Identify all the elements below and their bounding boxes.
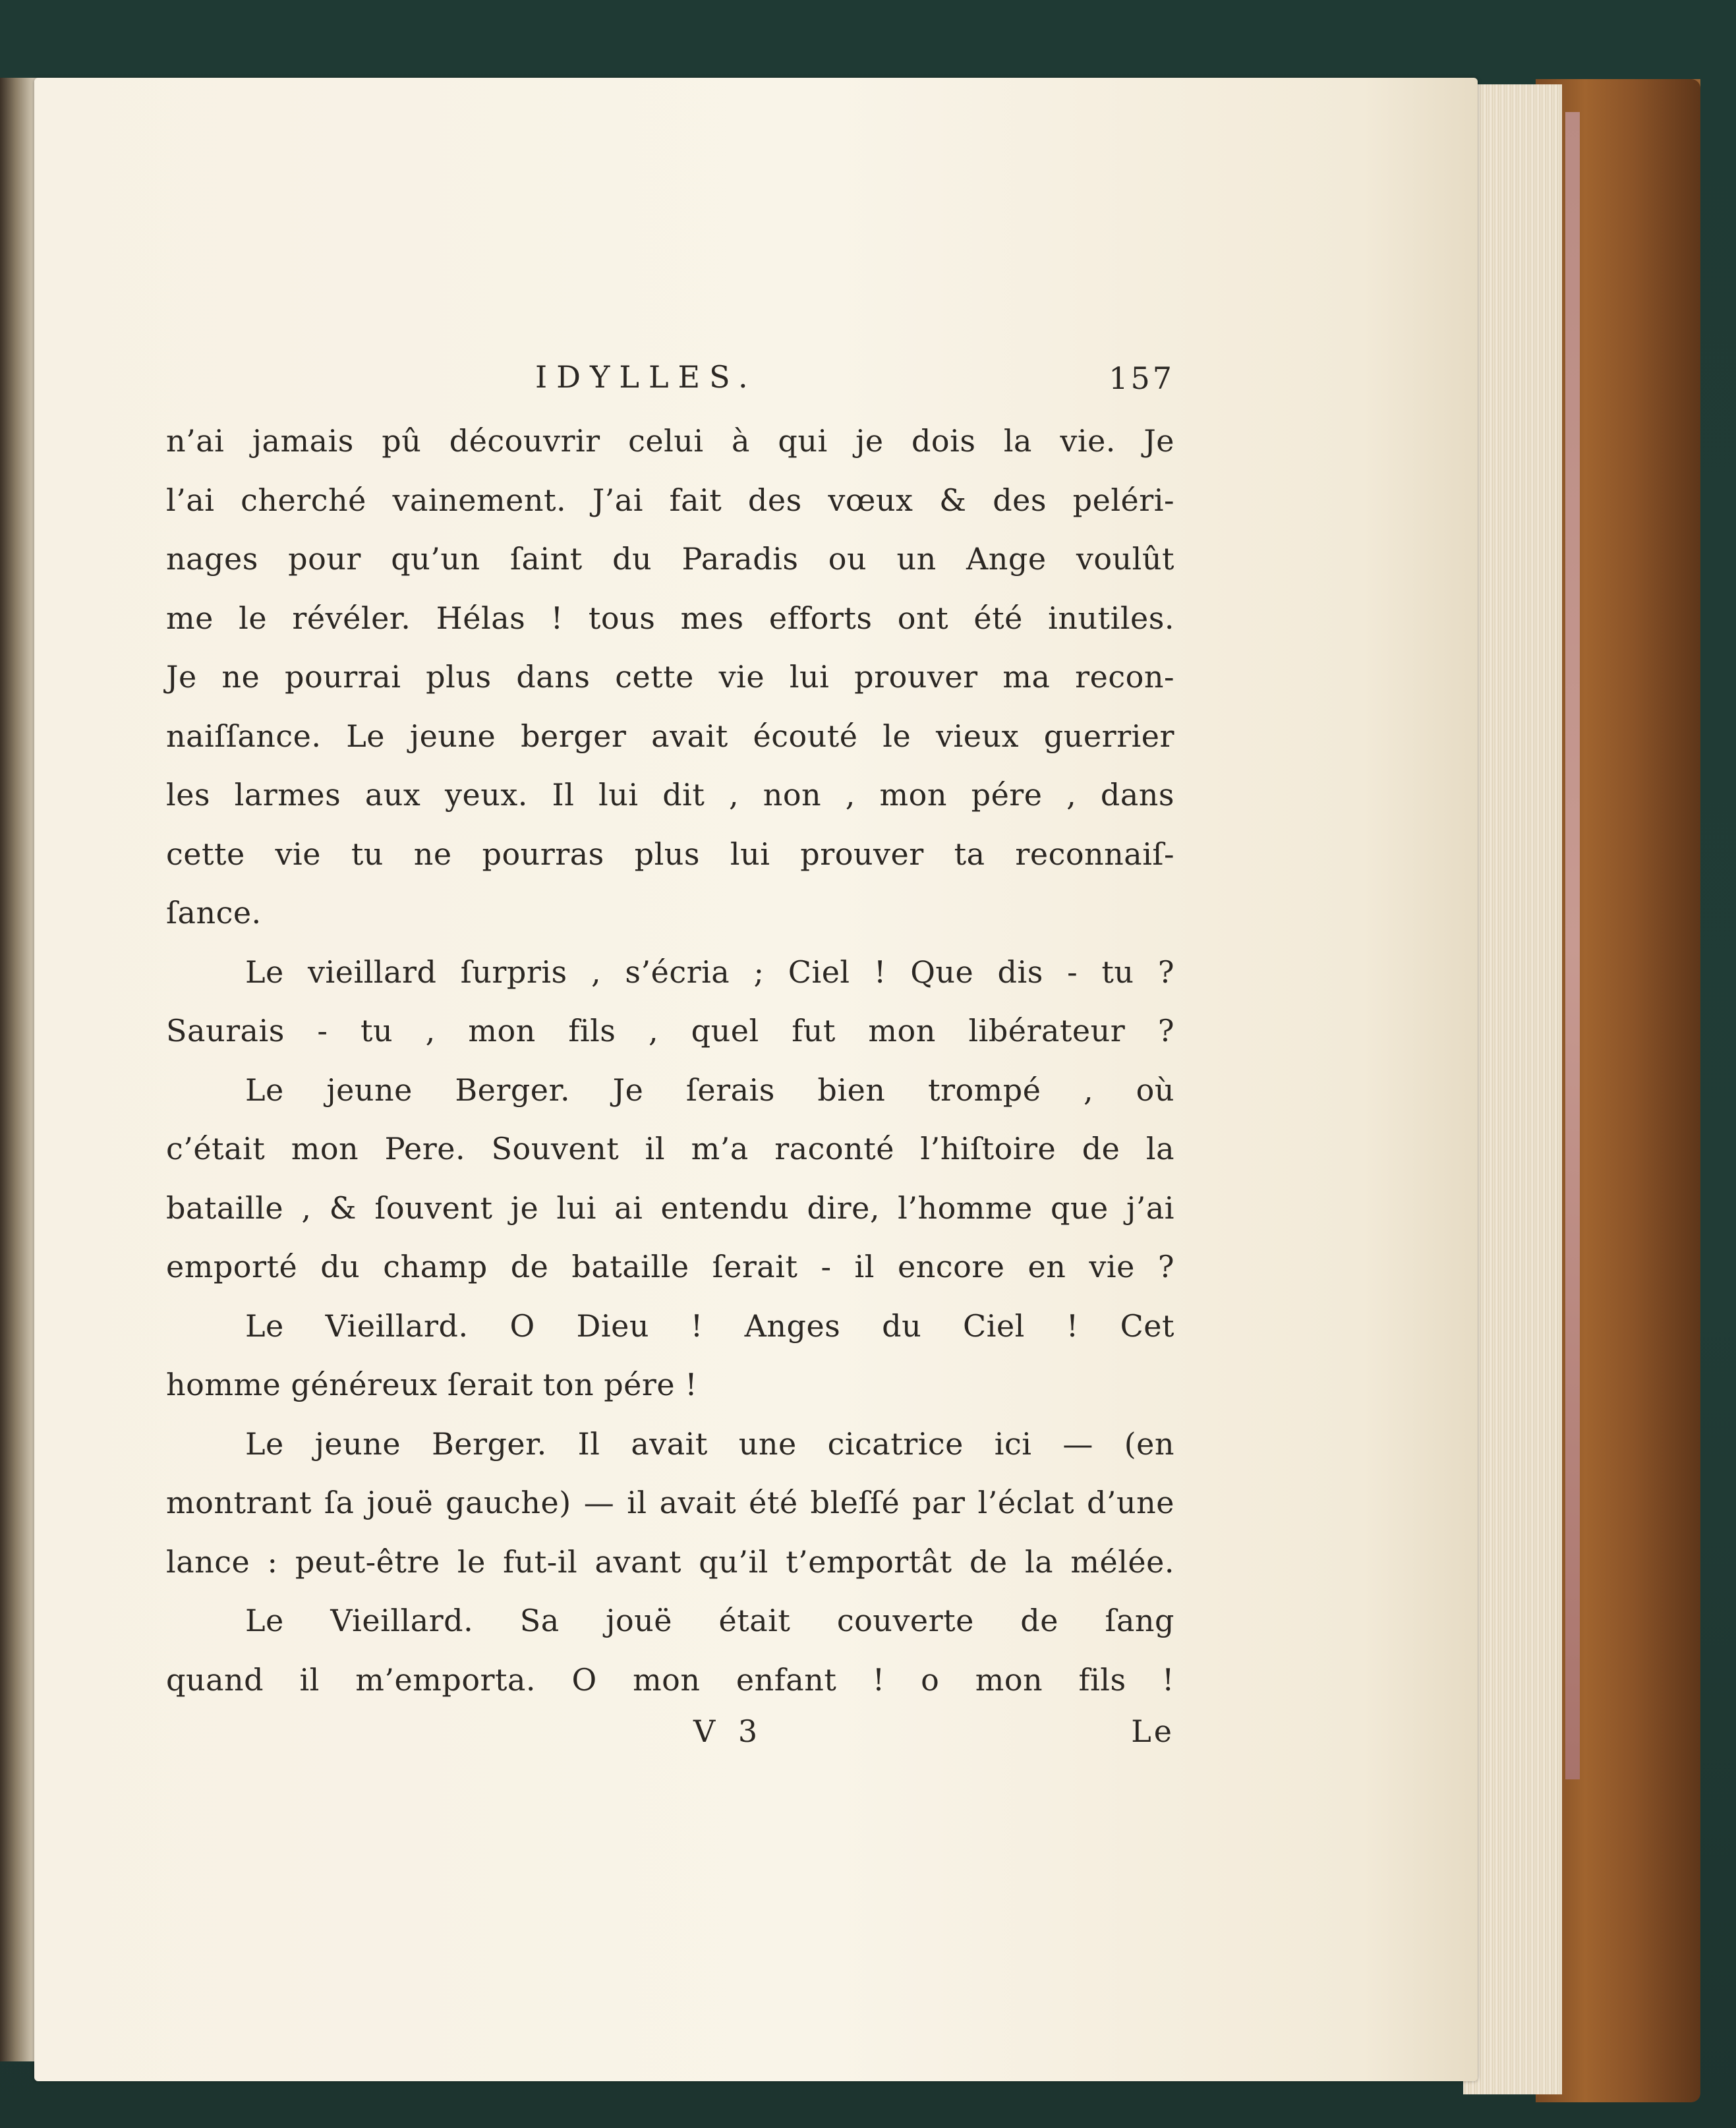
text-line: c’était mon Pere. Souvent il m’a raconté l’hiſtoire de la bbox=[166, 1131, 1174, 1166]
text-line: Le vieillard ſurpris , s’écria ; Ciel ! Que dis - tu ? bbox=[245, 954, 1174, 990]
text-line: Le jeune Berger. Il avait une cicatrice ici — (en bbox=[245, 1425, 1174, 1462]
text-block bbox=[166, 359, 1174, 1766]
text-line: lance : peut-être le fut-il avant qu’il t’emportât de la mélée. bbox=[166, 1543, 1174, 1580]
page-edges bbox=[1463, 84, 1562, 2094]
text-line: me le révéler. Hélas ! tous mes efforts ont été inutiles. bbox=[166, 600, 1174, 636]
text-line: bataille , & ſouvent je lui ai entendu dire, l’homme que j’ai bbox=[166, 1190, 1174, 1226]
text-line: homme généreux ſerait ton pére ! bbox=[166, 1367, 698, 1402]
body-text bbox=[166, 412, 1174, 1710]
page-header bbox=[166, 359, 1174, 412]
text-line: quand il m’emporta. O mon enfant ! o mon fils ! bbox=[166, 1661, 1174, 1698]
text-line: nages pour qu’un ſaint du Paradis ou un Ange voulût bbox=[166, 541, 1174, 577]
page-footer bbox=[166, 1713, 1174, 1766]
text-line: cette vie tu ne pourras plus lui prouver ta reconnaiſ- bbox=[166, 836, 1174, 872]
text-line: Saurais - tu , mon fils , quel fut mon libérateur ? bbox=[166, 1013, 1174, 1049]
text-line: montrant ſa jouë gauche) — il avait été bleſſé par l’éclat d’une bbox=[166, 1485, 1174, 1520]
text-line: emporté du champ de bataille ſerait - il encore en vie ? bbox=[166, 1249, 1174, 1284]
previous-leaf-edge bbox=[0, 78, 40, 2061]
page-number: 157 bbox=[1109, 360, 1174, 396]
text-line: Le Vieillard. O Dieu ! Anges du Ciel ! Cet bbox=[245, 1308, 1174, 1344]
text-line: Je ne pourrai plus dans cette vie lui prouver ma recon- bbox=[166, 659, 1174, 695]
text-line: les larmes aux yeux. Il lui dit , non , mon pére , dans bbox=[166, 777, 1174, 813]
red-edge bbox=[1565, 112, 1580, 1779]
text-line: n’ai jamais pû découvrir celui à qui je dois la vie. Je bbox=[166, 423, 1174, 459]
text-line: ſance. bbox=[166, 895, 262, 931]
catchword: Le bbox=[1131, 1713, 1174, 1749]
text-line: l’ai cherché vainement. J’ai fait des vœux & des peléri- bbox=[166, 482, 1174, 518]
text-line: Le jeune Berger. Je ſerais bien trompé , où bbox=[245, 1072, 1174, 1108]
signature-mark: V 3 bbox=[693, 1713, 765, 1749]
text-line: naiſſance. Le jeune berger avait écouté le vieux guerrier bbox=[166, 718, 1174, 754]
text-line: Le Vieillard. Sa jouë était couverte de ſang bbox=[245, 1603, 1174, 1638]
running-head: IDYLLES. bbox=[535, 359, 757, 395]
